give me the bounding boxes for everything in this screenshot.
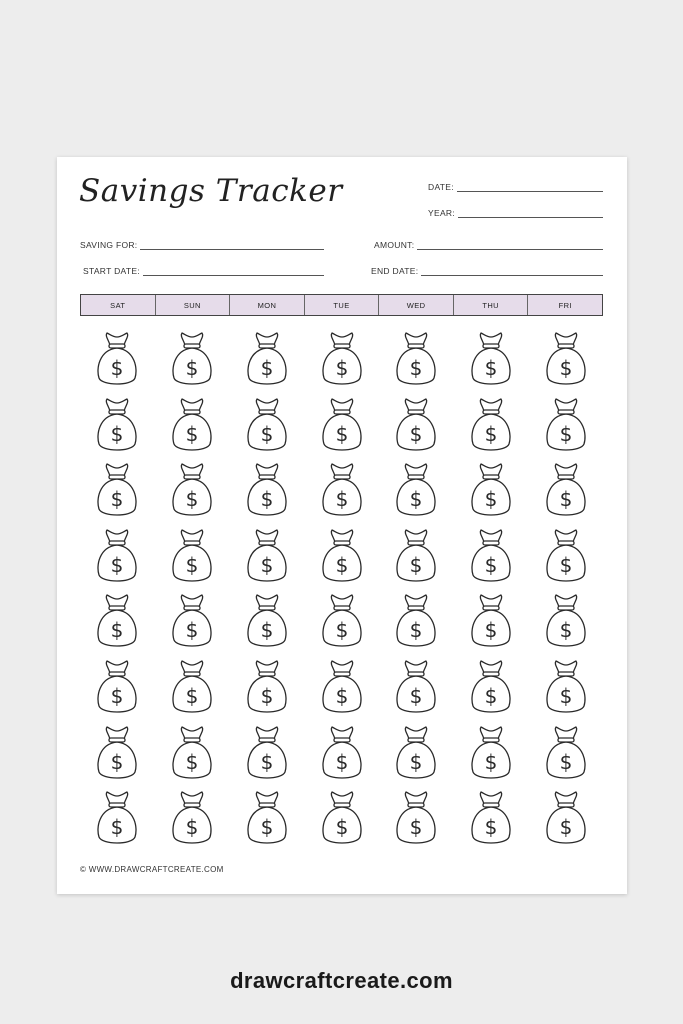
day-header-mon: MON [230, 295, 305, 315]
money-bag-icon[interactable] [393, 790, 439, 848]
money-bag-icon[interactable] [169, 528, 215, 586]
dollar-sign: $ [559, 421, 573, 446]
dollar-sign: $ [110, 552, 124, 577]
dollar-sign: $ [484, 749, 498, 774]
dollar-sign: $ [484, 552, 498, 577]
money-bag-icon[interactable] [319, 593, 365, 651]
date-line[interactable] [457, 183, 603, 192]
money-bag-icon[interactable] [468, 593, 514, 651]
money-bag-icon[interactable] [169, 397, 215, 455]
money-bag-icon[interactable] [244, 659, 290, 717]
money-bag-icon[interactable] [169, 593, 215, 651]
dollar-sign: $ [110, 421, 124, 446]
dollar-sign: $ [185, 487, 199, 512]
dollar-sign: $ [484, 815, 498, 840]
dollar-sign: $ [260, 552, 274, 577]
amount-field[interactable] [374, 240, 603, 250]
money-bag-icon[interactable] [94, 725, 140, 783]
dollar-sign: $ [559, 815, 573, 840]
money-bag-icon[interactable] [393, 528, 439, 586]
money-bag-icon[interactable] [94, 528, 140, 586]
dollar-sign: $ [335, 749, 348, 774]
dollar-sign: $ [559, 552, 573, 577]
dollar-sign: $ [409, 618, 423, 643]
money-bag-icon[interactable] [468, 790, 514, 848]
dollar-sign: $ [260, 356, 274, 380]
money-bag-icon[interactable] [543, 659, 589, 717]
money-bag-icon[interactable] [468, 462, 514, 520]
money-bag-icon[interactable] [169, 725, 215, 783]
start-date-label: START DATE: [83, 266, 140, 276]
end-date-label: END DATE: [371, 266, 419, 276]
money-bag-icon[interactable] [94, 331, 140, 389]
dollar-sign: $ [484, 618, 498, 643]
money-bag-icon[interactable] [468, 528, 514, 586]
money-bag-icon[interactable] [393, 331, 439, 389]
money-bag-icon[interactable] [468, 397, 514, 455]
dollar-sign: $ [335, 356, 348, 380]
dollar-sign: $ [409, 487, 423, 512]
money-bag-icon[interactable] [543, 528, 589, 586]
day-header-wed: WED [379, 295, 454, 315]
dollar-sign: $ [110, 815, 124, 840]
end-date-field[interactable] [371, 266, 603, 276]
dollar-sign: $ [559, 684, 573, 708]
dollar-sign: $ [559, 749, 573, 774]
dollar-sign: $ [409, 421, 423, 446]
dollar-sign: $ [484, 684, 498, 708]
dollar-sign: $ [559, 618, 573, 643]
dollar-sign: $ [260, 749, 274, 774]
dollar-sign: $ [110, 749, 124, 774]
start-date-line[interactable] [143, 267, 324, 276]
site-url[interactable]: drawcraftcreate.com [230, 968, 453, 993]
money-bag-icon[interactable] [319, 462, 365, 520]
dollar-sign: $ [185, 815, 199, 840]
day-header-fri: FRI [558, 300, 572, 310]
money-bag-icon[interactable] [319, 331, 365, 389]
dollar-sign: $ [559, 356, 573, 380]
money-bag-icon[interactable] [468, 725, 514, 783]
dollar-sign: $ [260, 684, 274, 708]
money-bag-icon[interactable] [169, 462, 215, 520]
money-bag-icon[interactable] [94, 790, 140, 848]
tracker-sheet [57, 157, 627, 894]
dollar-sign: $ [260, 421, 274, 446]
money-bag-icon[interactable] [543, 397, 589, 455]
dollar-sign: $ [260, 618, 274, 643]
amount-line[interactable] [417, 241, 603, 250]
dollar-sign: $ [409, 815, 423, 840]
dollar-sign: $ [110, 487, 124, 512]
dollar-sign: $ [110, 618, 124, 643]
day-header-sun: SUN [156, 295, 231, 315]
dollar-sign: $ [260, 487, 274, 512]
start-date-field[interactable] [83, 266, 324, 276]
copyright-text: © WWW.DRAWCRAFTCREATE.COM [80, 865, 224, 874]
money-bag-icon[interactable] [393, 462, 439, 520]
money-bag-icon[interactable] [393, 725, 439, 783]
year-field[interactable] [428, 208, 603, 218]
dollar-sign: $ [484, 487, 498, 512]
money-bag-icon[interactable] [169, 659, 215, 717]
dollar-sign: $ [409, 749, 423, 774]
money-bag-icon[interactable] [169, 331, 215, 389]
dollar-sign: $ [409, 684, 423, 708]
saving-for-line[interactable] [140, 241, 324, 250]
money-bag-icon[interactable] [319, 528, 365, 586]
money-bag-icon[interactable] [244, 790, 290, 848]
date-field[interactable] [428, 182, 603, 192]
money-bag-icon[interactable] [543, 462, 589, 520]
money-bag-icon[interactable] [244, 593, 290, 651]
dollar-sign: $ [185, 749, 199, 774]
saving-for-label: SAVING FOR: [80, 240, 138, 250]
dollar-sign: $ [409, 552, 423, 577]
dollar-sign: $ [185, 421, 199, 446]
money-bag-icon[interactable] [319, 725, 365, 783]
money-bag-icon[interactable] [244, 462, 290, 520]
dollar-sign: $ [185, 618, 199, 643]
money-bag-icon[interactable] [94, 593, 140, 651]
money-bag-icon[interactable] [319, 659, 365, 717]
dollar-sign: $ [260, 815, 274, 840]
day-header-thu: THU [454, 295, 529, 315]
money-bag-icon[interactable] [94, 397, 140, 455]
money-bag-icon[interactable] [319, 397, 365, 455]
end-date-line[interactable] [421, 267, 603, 276]
money-bag-icon[interactable] [169, 790, 215, 848]
money-bag-icon[interactable] [244, 528, 290, 586]
money-bag-icon[interactable] [393, 659, 439, 717]
saving-for-field[interactable] [80, 240, 324, 250]
dollar-sign: $ [110, 356, 124, 380]
money-bag-icon[interactable] [543, 331, 589, 389]
dollar-sign: $ [335, 684, 348, 708]
dollar-sign: $ [335, 618, 348, 643]
amount-label: AMOUNT: [374, 240, 415, 250]
money-bag-icon[interactable] [543, 790, 589, 848]
year-label: YEAR: [428, 208, 456, 218]
money-bag-icon[interactable] [94, 659, 140, 717]
money-bag-icon[interactable] [393, 397, 439, 455]
dollar-sign: $ [409, 356, 423, 380]
dollar-sign: $ [335, 815, 348, 840]
dollar-sign: $ [185, 552, 199, 577]
dollar-sign: $ [335, 421, 348, 446]
money-bag-icon[interactable] [543, 725, 589, 783]
day-header-sat: SAT [81, 295, 156, 315]
weekday-header [80, 294, 603, 316]
dollar-sign: $ [484, 356, 498, 380]
money-bag-icon[interactable] [94, 462, 140, 520]
dollar-sign: $ [335, 552, 348, 577]
money-bag-icon[interactable] [543, 593, 589, 651]
dollar-sign: $ [110, 684, 124, 708]
money-bag-icon[interactable] [393, 593, 439, 651]
money-bag-icon[interactable] [244, 331, 290, 389]
day-header-tue: TUE [305, 295, 380, 315]
money-bag-icon[interactable] [244, 725, 290, 783]
dollar-sign: $ [185, 356, 199, 380]
money-bag-icon[interactable] [319, 790, 365, 848]
dollar-sign: $ [185, 684, 199, 708]
money-bag-icon[interactable] [468, 659, 514, 717]
money-bag-icon[interactable] [468, 331, 514, 389]
page-title: Savings Tracker [79, 173, 343, 209]
dollar-sign: $ [484, 421, 498, 446]
money-bag-icon[interactable] [244, 397, 290, 455]
date-label: DATE: [428, 182, 454, 192]
dollar-sign: $ [559, 487, 573, 512]
money-bag-grid [80, 331, 603, 851]
dollar-sign: $ [335, 487, 348, 512]
year-line[interactable] [458, 209, 603, 218]
